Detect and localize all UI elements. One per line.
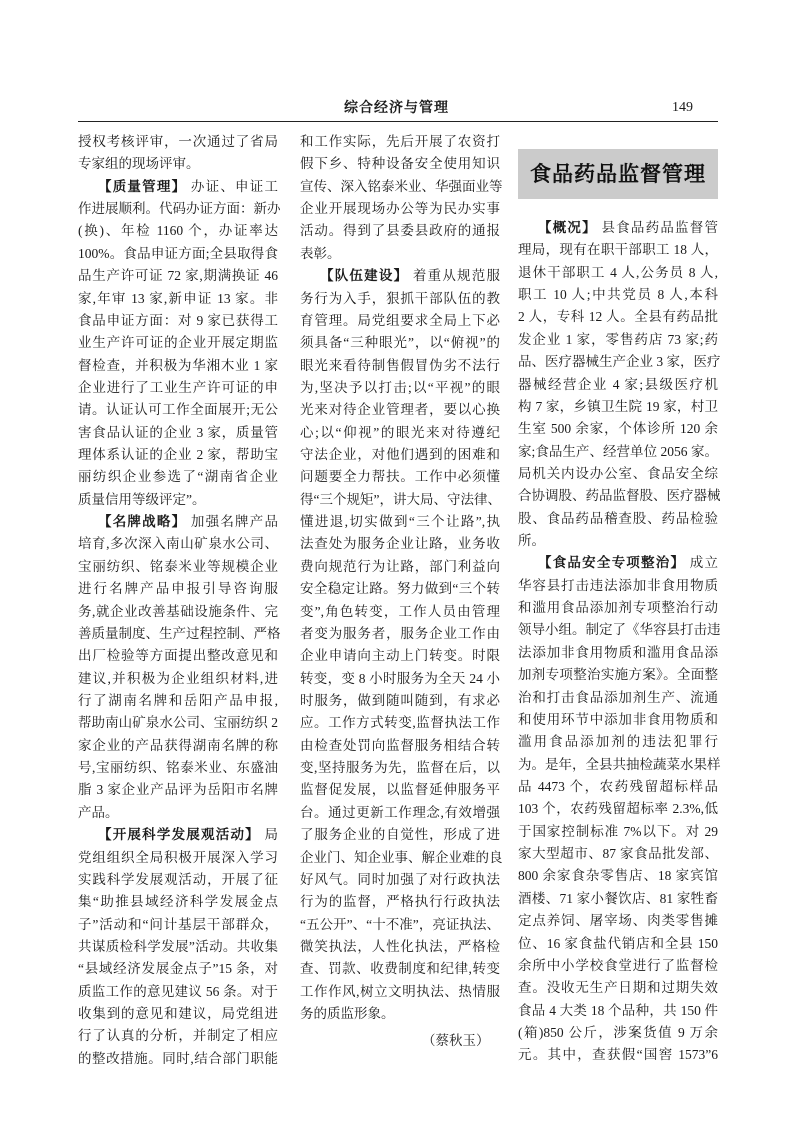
text-line: 食品 4 大类 18 个品种，共 150 件 [518, 1002, 718, 1018]
text-line: 和滥用食品添加剂专项整治行动 [518, 600, 718, 616]
text-line: 变,坚持服务为先，监督在后，以 [300, 760, 500, 776]
running-header-title: 综合经济与管理 [344, 100, 449, 116]
text-line: 进行名牌产品申报引导咨询服 [78, 581, 278, 597]
author-signature: （蔡秋玉） [422, 1033, 490, 1048]
text-line: 查。没收无生产日期和过期失效 [518, 980, 718, 996]
text-line [300, 265, 500, 287]
heading-line-text: 局 [264, 827, 278, 843]
text-line: 股、食品药品稽查股、药品检验 [518, 510, 718, 526]
text-line: 请。认证认可工作全面展开;无公 [78, 402, 278, 418]
text-line: 宣传、深入铭泰米业、华强面业等 [300, 178, 503, 194]
text-line: 培育,多次深入南山矿泉水公司、 [78, 536, 278, 552]
text-line: 行为的监督，严格执行行政执法 [300, 894, 500, 910]
text-line: 懂进退,切实做到“三个让路”,执 [300, 514, 500, 530]
text-line: 产品。 [78, 804, 119, 820]
text-line: 行了认真的分析，并制定了相应 [78, 1028, 278, 1044]
text-line: 生室 500 余家，个体诊所 120 余 [518, 421, 718, 437]
text-line [78, 176, 278, 198]
text-line: 品 4473 个，农药残留超标样品 [518, 778, 718, 794]
paragraph-heading: 【队伍建设】 [320, 268, 409, 285]
paragraph [78, 131, 278, 176]
text-line: 食品申证方面：对 9 家已获得工 [78, 312, 278, 328]
text-line: 者变为服务者，服务企业工作由 [300, 625, 500, 641]
paragraph-heading: 【名牌战略】 [98, 514, 187, 531]
text-line: 监督促发展，以监督延伸服务平 [300, 782, 500, 798]
text-line: 103 个，农药残留超标率 2.3%,低 [518, 801, 718, 817]
text-line: 集“助推县域经济科学发展金点 [78, 894, 278, 910]
text-line: 治和打击食品添加剂生产、流通 [518, 689, 718, 705]
text-line: 专家组的现场评审。 [78, 156, 200, 172]
text-line: 华容县打击违法添加非食用物质 [518, 577, 718, 593]
paragraph [78, 176, 281, 511]
paragraph-heading: 【概况】 [538, 220, 597, 236]
text-line: 收集到的意见和建议，局党组进 [78, 1006, 278, 1022]
text-line: 务,就企业改善基础设施条件、完 [78, 603, 278, 619]
text-line: 为。是年，全县共抽检蔬菜水果样 [518, 756, 721, 772]
text-line [78, 511, 278, 533]
text-line: 表彰。 [300, 245, 341, 261]
heading-line-text: 成立 [689, 555, 718, 571]
text-line: 定点养饲、屠宰场、肉类零售摊 [518, 913, 718, 929]
heading-line-text: 加强名牌产品 [190, 514, 278, 530]
text-line: 位、16 家食盐代销店和全县 150 [518, 935, 718, 951]
text-line: 作进展顺利。代码办证方面：新办 [78, 201, 281, 217]
text-line: 的整改措施。同时,结合部门职能 [78, 1050, 278, 1066]
text-line: 党组组织全局积极开展深入学习 [78, 849, 278, 865]
text-line: 督检查，并积极为华湘木业 1 家 [78, 357, 278, 373]
column-3 [518, 217, 721, 1067]
text-line: 假下乡、特种设备安全使用知识 [300, 156, 500, 172]
text-line: 出厂检验等方面提出整改意见和 [78, 648, 278, 664]
text-line: 心;以“仰视”的眼光来对待遵纪 [300, 424, 500, 440]
text-line: 品生产许可证 72 家,期满换证 46 [78, 268, 278, 284]
text-line: 台。通过更新工作理念,有效增强 [300, 804, 500, 820]
text-line: 建议,并积极为企业组织材料,进 [78, 670, 278, 686]
text-line: “县域经济发展金点子”15 条，对 [78, 961, 278, 977]
text-line: 善质量制度、生产过程控制、严格 [78, 625, 281, 641]
paragraph [300, 131, 503, 265]
text-line: 家大型超市、87 家食品批发部、 [518, 846, 718, 862]
text-line [518, 552, 718, 574]
text-line: 法查处为服务企业让路，业务收 [300, 536, 500, 552]
text-line: 2 人，专科 12 人。全县有药品批 [518, 309, 718, 325]
text-line: 由检查处罚向监督服务相结合转 [300, 737, 500, 753]
text-line: 家企业的产品获得湖南名牌的称 [78, 737, 278, 753]
text-line: 100%。食品申证方面;全县取得食 [78, 245, 278, 261]
text-line: 费向规范行为让路，部门利益向 [300, 558, 500, 574]
paragraph-heading: 【质量管理】 [98, 178, 187, 195]
text-line: 得“三个规矩”，讲大局、守法律、 [300, 491, 501, 507]
column-1 [78, 131, 281, 1070]
paragraph [300, 265, 503, 1025]
text-line: 授权考核评审，一次通过了省局 [78, 134, 278, 149]
text-line: 余所中小学校食堂进行了监督检 [518, 957, 718, 973]
text-line: 加剂专项整治实施方案》。全面整 [518, 667, 718, 683]
text-line: 行了湖南名牌和岳阳产品申报, [78, 692, 278, 708]
text-line: 务的质监形象。 [300, 1006, 395, 1022]
text-line: 育管理。局党组要求全局上下必 [300, 312, 500, 328]
text-line: 家;食品生产、经营单位 2056 家。 [518, 443, 718, 459]
text-line: 共谋质检科学发展”活动。共收集 [78, 938, 278, 954]
text-line: 职工 10 人;中共党员 8 人,本科 [518, 287, 718, 303]
text-line [78, 824, 278, 846]
text-line: (换)、年检 1160 个，办证率达 [78, 223, 278, 239]
text-line: 光来对待企业管理者，要以心换 [300, 402, 500, 418]
section-title: 食品药品监督管理 [518, 149, 718, 199]
text-line: 宝丽纺织、铭泰米业等规模企业 [78, 558, 278, 574]
text-line: 构 7 家，乡镇卫生院 19 家，村卫 [518, 398, 718, 414]
text-line: 应。工作方式转变,监督执法工作 [300, 715, 500, 731]
text-line: 脂 3 家企业产品评为岳阳市名牌 [78, 782, 278, 798]
text-line: 工作作风,树立文明执法、热情服 [300, 983, 500, 999]
text-line: 为,坚决予以打击;以“平视”的眼 [300, 379, 500, 395]
text-line: 实践科学发展观活动，开展了征 [78, 871, 278, 887]
text-line: 变”,角色转变，工作人员由管理 [300, 603, 500, 619]
text-line: 活动。得到了县委县政府的通报 [300, 223, 500, 239]
text-line: 酒楼、71 家小餐饮店、81 家牲畜 [518, 890, 718, 906]
text-line: 元。其中，查获假“国窖 1573”6 [518, 1047, 718, 1063]
text-line: 微笑执法，人性化执法，严格检 [300, 938, 500, 954]
text-line: (箱)850 公斤，涉案货值 9 万余 [518, 1024, 718, 1040]
text-line: 和工作实际，先后开展了农资打 [300, 134, 500, 149]
text-line: 于国家控制标准 7%以下。对 29 [518, 823, 718, 839]
text-line: 眼光来看待制售假冒伪劣不法行 [300, 357, 500, 373]
text-line: “五公开”、“十不准”，亮证执法、 [300, 916, 500, 932]
text-line: 法添加非食用物质和滥用食品添 [518, 644, 718, 660]
text-line: 质量信用等级评定”。 [78, 491, 206, 507]
text-line: 800 余家食杂零售店、18 家宾馆 [518, 868, 718, 884]
paragraph [78, 511, 281, 824]
heading-line-text: 办证、申证工 [190, 178, 278, 194]
text-line: 所。 [518, 533, 545, 549]
page-number: 149 [672, 100, 693, 115]
text-line: 安全稳定让路。努力做到“三个转 [300, 581, 500, 597]
text-line: 务行为入手，狠抓干部队伍的教 [300, 290, 500, 306]
text-line: 企业申请向主动上门转变。时限 [300, 648, 500, 664]
text-line: 转变，变 8 小时服务为全天 24 小 [300, 670, 500, 686]
header-rule [78, 121, 718, 122]
paragraph-heading: 【食品安全专项整治】 [538, 555, 686, 572]
text-line: 质监工作的意见建议 56 条。对于 [78, 983, 278, 999]
text-line [518, 217, 718, 239]
paragraph [518, 217, 721, 552]
text-line: 品、医疗器械生产企业 3 家，医疗 [518, 354, 721, 370]
text-line: 家,年审 13 家,新申证 13 家。非 [78, 290, 278, 306]
text-line: 合协调股、药品监督股、医疗器械 [518, 488, 721, 504]
text-line: 企业开展现场办公等为民办实事 [300, 201, 500, 217]
text-line: 业生产许可证的企业开展定期监 [78, 335, 278, 351]
text-line: 好风气。同时加强了对行政执法 [300, 871, 500, 887]
paragraph [518, 552, 721, 1066]
text-line: 帮助南山矿泉水公司、宝丽纺织 2 [78, 715, 278, 731]
text-line: 守法企业，对他们遇到的困难和 [300, 447, 500, 463]
text-line: 企业进行了工业生产许可证的申 [78, 379, 278, 395]
heading-line-text: 着重从规范服 [412, 268, 500, 284]
text-line: 问题要全力帮扶。工作中必须懂 [300, 469, 500, 485]
text-line: 号,宝丽纺织、铭泰米业、东盛油 [78, 760, 278, 776]
text-line: 子”活动和“问计基层干部群众， [78, 916, 278, 932]
text-line: 时服务，做到随叫随到，有求必 [300, 692, 500, 708]
text-line: 害食品认证的企业 3 家，质量管 [78, 424, 278, 440]
text-line: 退休干部职工 4 人,公务员 8 人, [518, 264, 718, 280]
text-line: 领导小组。制定了《华容县打击违 [518, 622, 721, 638]
text-line: 查、罚款、收费制度和纪律,转变 [300, 961, 500, 977]
text-line: 和使用环节中添加非食用物质和 [518, 711, 718, 727]
column-2 [300, 131, 503, 1025]
text-line: 丽纺织企业参选了“湖南省企业 [78, 469, 278, 485]
text-line: 滥用食品添加剂的违法犯罪行 [518, 734, 718, 750]
text-line: 了服务企业的自觉性，形成了进 [300, 827, 500, 843]
text-line: 须具备“三种眼光”，以“俯视”的 [300, 335, 500, 351]
text-line: 企业门、知企业事、解企业难的良 [300, 849, 503, 865]
paragraph-heading: 【开展科学发展观活动】 [98, 827, 260, 844]
text-line: 发企业 1 家，零售药店 73 家;药 [518, 331, 718, 347]
text-line: 器械经营企业 4 家;县级医疗机 [518, 376, 718, 392]
text-line: 局机关内设办公室、食品安全综 [518, 465, 718, 481]
heading-line-text: 县食品药品监督管 [601, 220, 718, 235]
paragraph [78, 824, 278, 1070]
text-line: 理体系认证的企业 2 家，帮助宝 [78, 447, 278, 463]
text-line: 理局，现有在职干部职工 18 人， [518, 242, 718, 258]
